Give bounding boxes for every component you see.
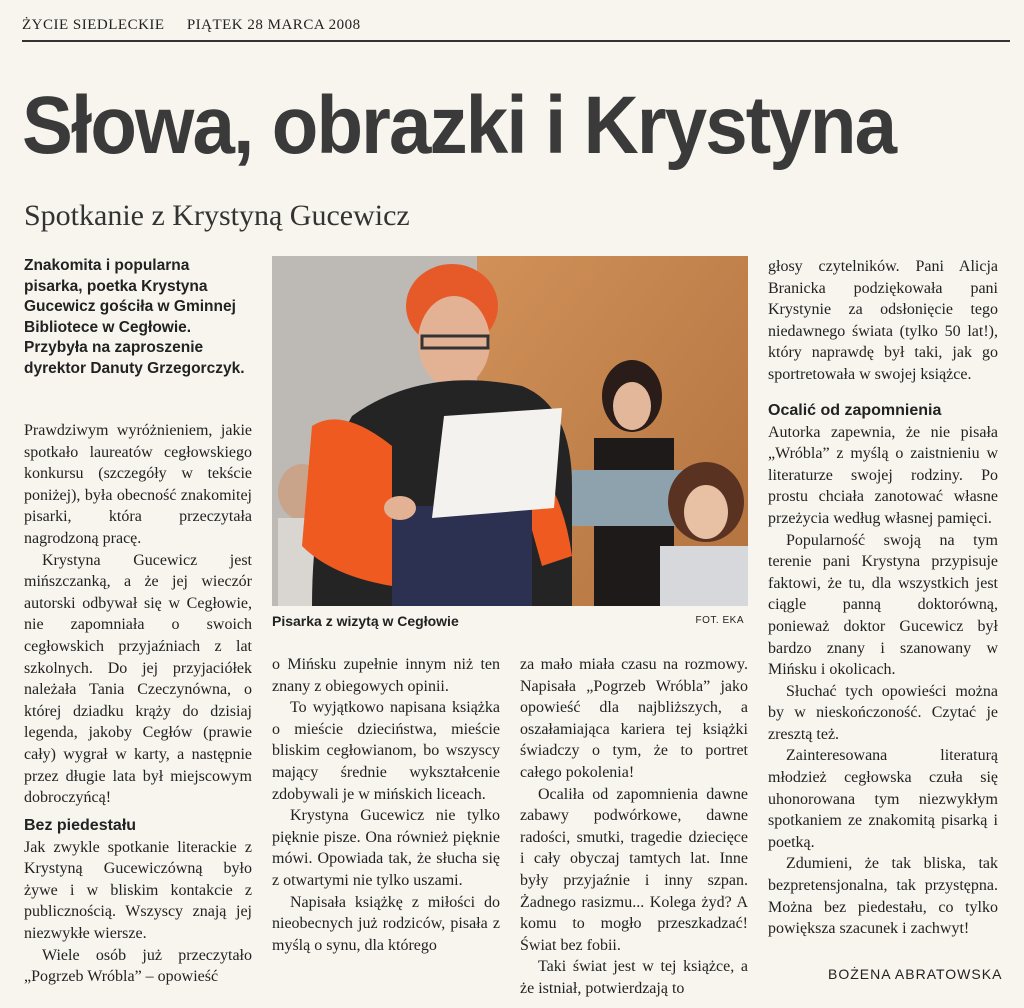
paragraph: Zdumieni, że tak bliska, tak bezpretensjonalna, tak przystępna. Można bez piedestału, co tylko powiększa szacunek i zachwyt! (768, 855, 998, 938)
column-1 (24, 256, 252, 988)
article-author: BOŻENA ABRATOWSKA (828, 966, 1003, 982)
newspaper-name: ŻYCIE SIEDLECKIE (22, 17, 165, 33)
photo-credit: FOT. EKA (695, 615, 744, 626)
paragraph: Ocaliła od zapomnienia dawne zabawy podwórkowe, dawne radości, smutki, tragedie dziecięce i cały obyczaj tamtych lat. Inne były przyjaźnie i inny szpan. Żadnego rasizmu... Kolega żyd? A komu to mogło przeszkadzać! Świat bez fobii. (520, 785, 748, 954)
paragraph: Napisała książkę z miłości do nieobecnych już rodziców, pisała z myślą o synu, dla którego (272, 893, 500, 954)
column-3 (520, 654, 748, 1000)
section-subtitle: Bez piedestału (24, 816, 137, 834)
section-subtitle: Ocalić od zapomnienia (768, 401, 942, 419)
photo-caption: Pisarka z wizytą w Cegłowie (272, 613, 459, 629)
photo-illustration (272, 256, 748, 606)
paragraph: Krystyna Gucewicz nie tylko pięknie pisze. Ona również pięknie mówi. Opowiada tak, że słucha się z otwartymi nie tylko uszami. (272, 807, 500, 889)
paragraph: Taki świat jest w tej książce, a że istniał, potwierdzają to (520, 958, 748, 997)
paragraph: Zainteresowana literaturą młodzież cegłowska czuła się uhonorowana tym niezwykłym spotkaniem ze znakomitą pisarką i poetką. (768, 747, 998, 851)
paragraph: Wiele osób już przeczytało „Pogrzeb Wróbla” – opowieść (24, 946, 252, 986)
paragraph: o Mińsku zupełnie innym niż ten znany z obiegowych opinii. (272, 656, 500, 695)
article-photo (272, 256, 748, 606)
column-4 (768, 256, 998, 940)
paragraph: Autorka zapewnia, że nie pisała „Wróbla” z myślą o zaistnieniu w literaturze swojej rodziny. Po prostu chciała zanotować własne przeżycia według własnej pamięci. (768, 423, 998, 527)
article-headline: Słowa, obrazki i Krystyna (22, 80, 896, 171)
article-subhead: Spotkanie z Krystyną Gucewicz (24, 199, 410, 232)
paragraph: głosy czytelników. Pani Alicja Branicka podziękowała pani Krystynie za odsłonięcie tego niedawnego świata (tylko 50 lat!), który naprawdę był taki, jak go sportretowała w swojej książce. (768, 258, 998, 383)
photo-caption-bar (272, 610, 748, 632)
issue-date: PIĄTEK 28 MARCA 2008 (186, 17, 361, 33)
paragraph: Jak zwykle spotkanie literackie z Krystyną Gucewiczówną było żywe i w bliskim kontakcie z publicznością. Wszyscy znają jej niezwykłe wiersze. (24, 838, 252, 943)
paragraph: Słuchać tych opowieści można by w nieskończoność. Czytać je zresztą też. (768, 682, 998, 743)
paragraph: To wyjątkowo napisana książka o mieście dzieciństwa, mieście bliskim cegłowianom, bo wszyscy mający średnie wykształcenie zdobywali je w mińskich liceach. (272, 699, 500, 803)
article-lead: Znakomita i popularna pisarka, poetka Krystyna Gucewicz gościła w Gminnej Bibliotece w Cegłowie. Przybyła na zaproszenie dyrektor Danuty Grzegorczyk. (24, 257, 245, 377)
column-2 (272, 654, 500, 956)
masthead (22, 10, 1010, 42)
paragraph: Krystyna Gucewicz jest mińszczanką, a że jej wieczór autorski odbywał się w Cegłowie, nie zapomniała o swoich cegłowskich przyjaźniach z lat szkolnych. Do jej przyjaciółek należała Tania Czeczynówna, o której dziadku krąży do dzisiaj legenda, jakoby Cegłów (prawie cały) wygrał w karty, a następnie przez długie lata był miejscowym dobroczyńcą! (24, 551, 252, 807)
paragraph: Prawdziwym wyróżnieniem, jakie spotkało laureatów cegłowskiego konkursu (szczegóły w tekście poniżej), była obecność znakomitej pisarki, która przeczytała nagrodzoną pracę. (24, 422, 252, 547)
paragraph: Popularność swoją na tym terenie pani Krystyna przypisuje faktowi, że tu, dla wszystkich jest ciągle panną doktorówną, ponieważ doktor Gucewicz był bardzo znany i szanowany w Mińsku i okolicach. (768, 531, 998, 679)
paragraph: za mało miała czasu na rozmowy. Napisała „Pogrzeb Wróbla” jako opowieść dla najbliższych, a oszałamiająca kariera tej książki świadczy o tym, że to portret całego pokolenia! (520, 656, 748, 781)
